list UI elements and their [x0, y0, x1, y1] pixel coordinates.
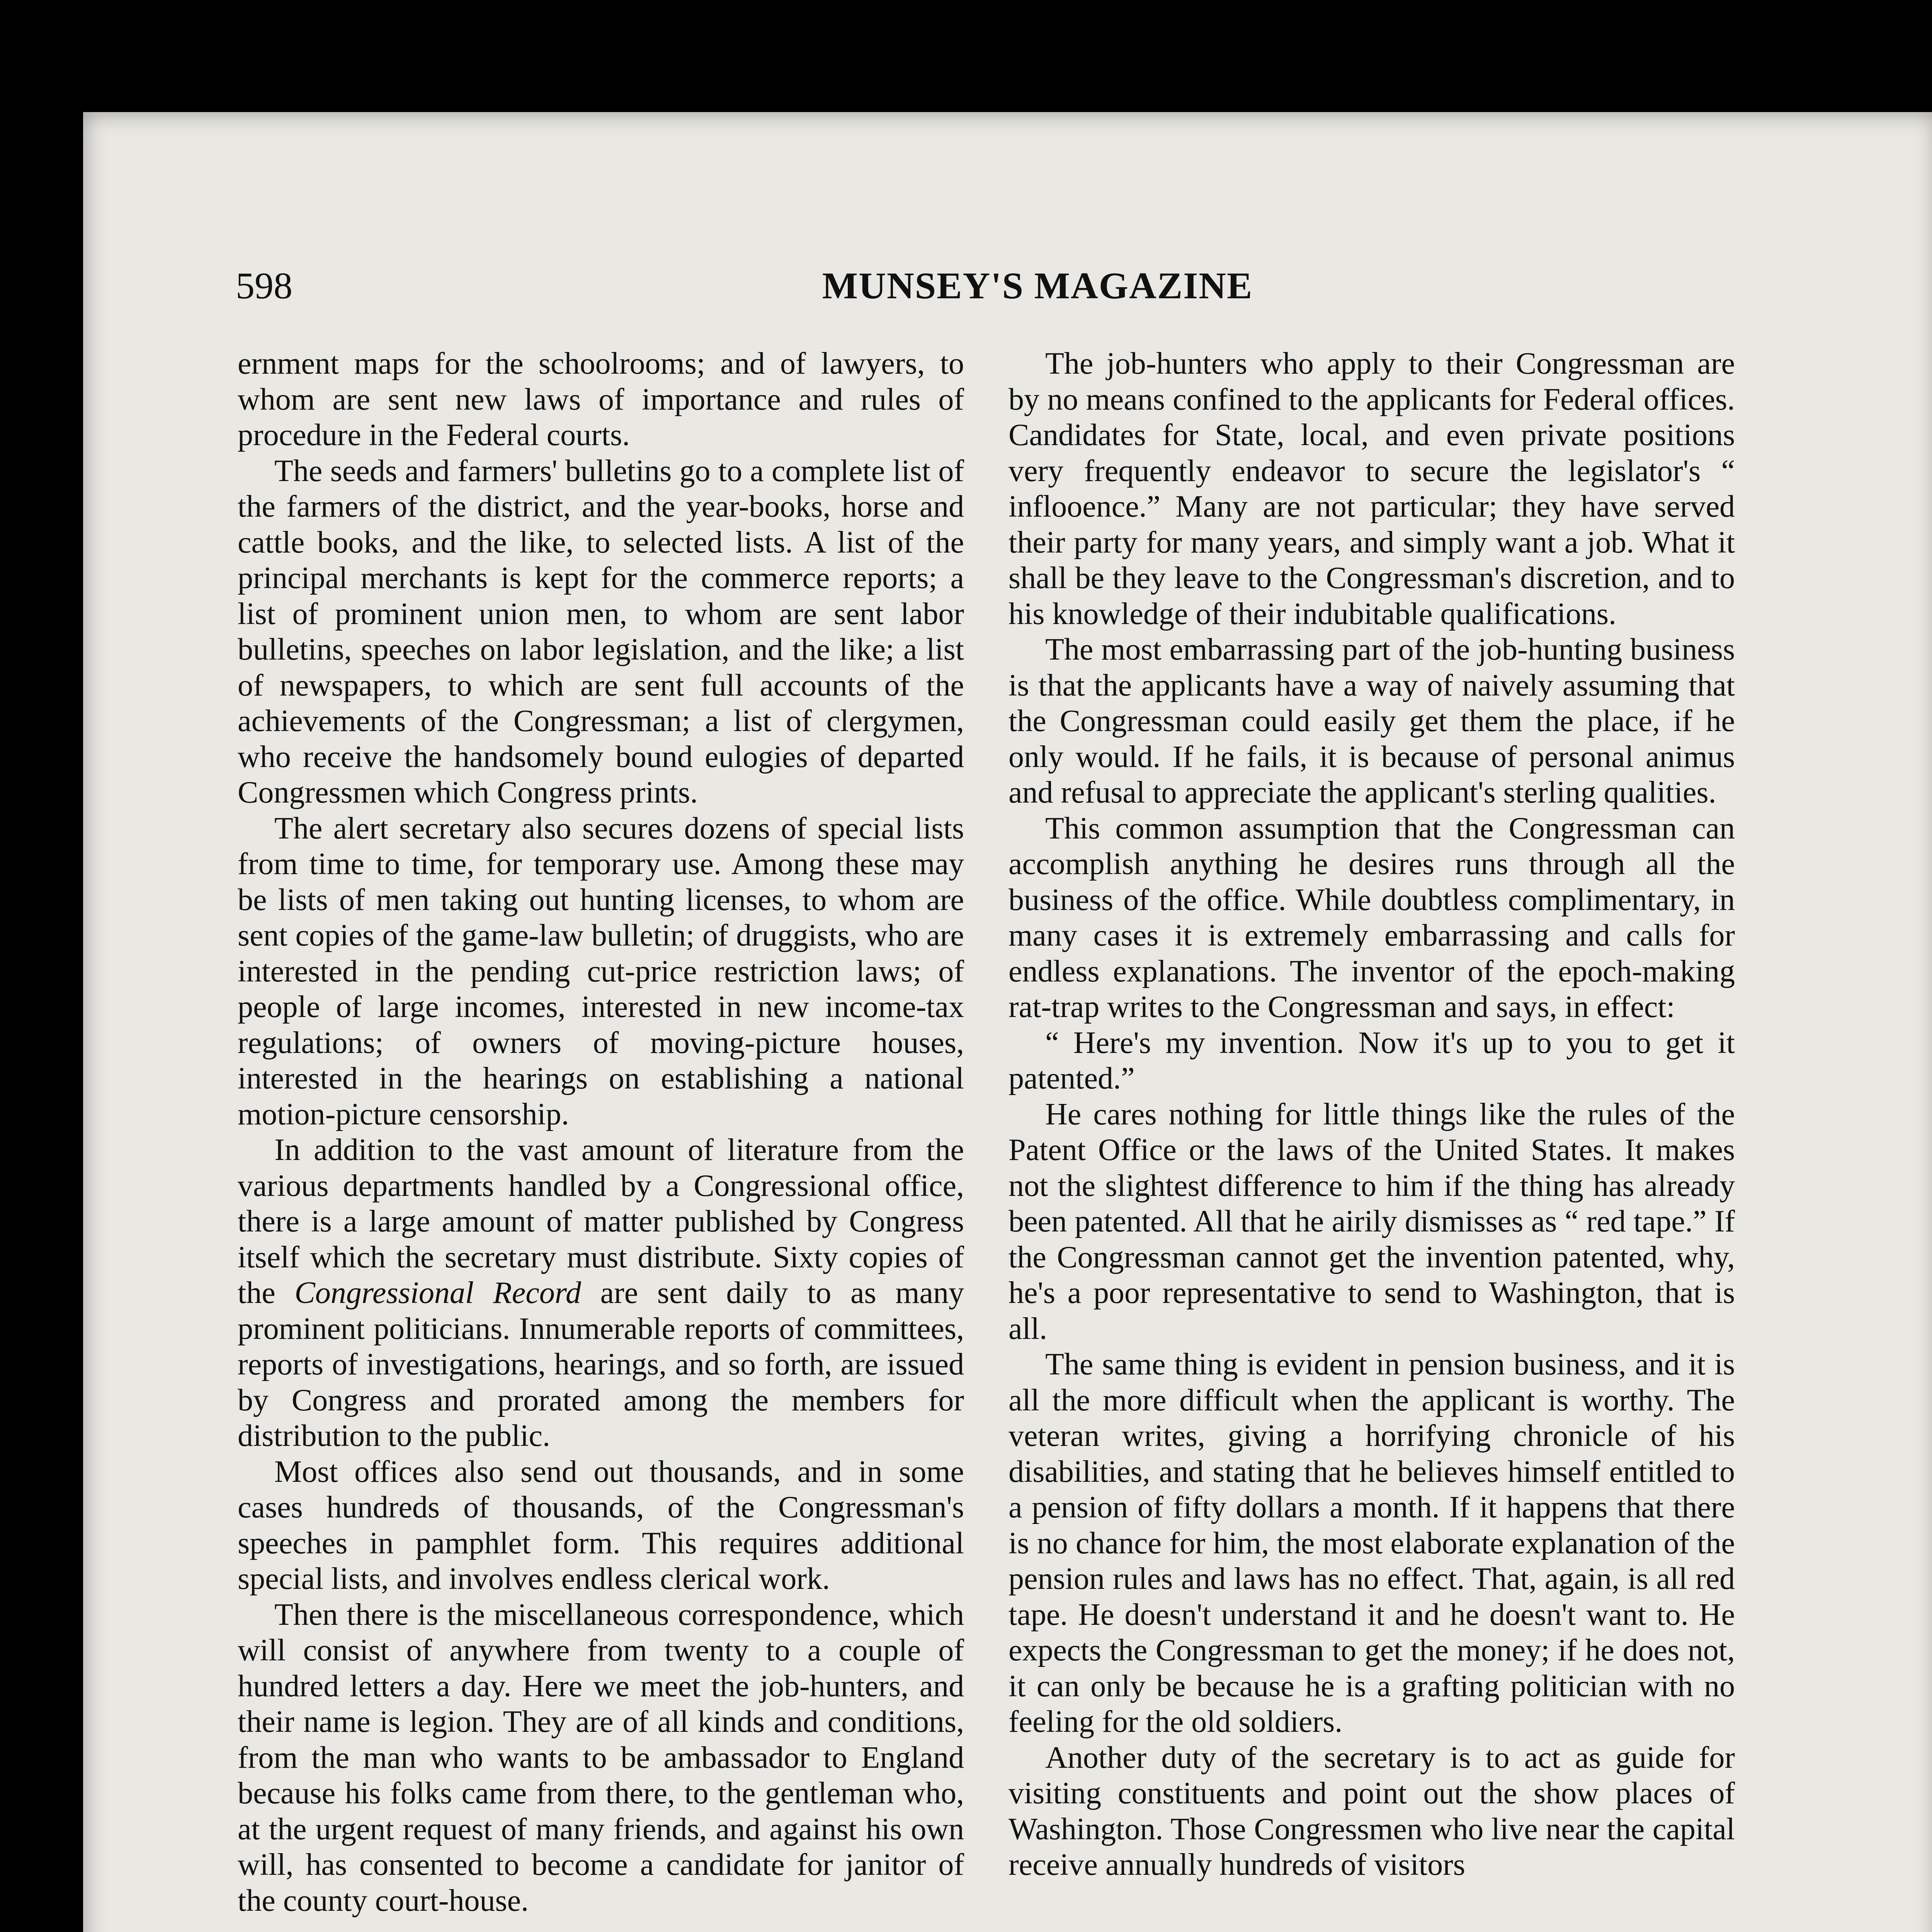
paragraph-text: In addition to the vast amount of literature from the various departments handled by a Congressional office, there is a large amount of matter published by Congress itself which the secretary must distribute. Sixty copies of the	[238, 1133, 964, 1310]
left-column	[238, 346, 964, 1918]
page-header	[236, 263, 1839, 309]
right-column	[1009, 346, 1735, 1883]
paragraph: “ Here's my invention. Now it's up to you to get it patented.”	[1009, 1026, 1735, 1095]
paragraph: Then there is the miscellaneous correspondence, which will consist of anywhere from twenty to a couple of hundred letters a day. Here we meet the job-hunters, and their name is legion. They are of all kinds and conditions, from the man who wants to be ambassador to England because his folks came from there, to the gentleman who, at the urgent request of many friends, and against his own will, has consented to become a candidate for janitor of the county court-house.	[238, 1597, 964, 1918]
page-number: 598	[236, 265, 293, 307]
publication-title: Congressional Record	[294, 1276, 581, 1310]
paragraph: The most embarrassing part of the job-hunting business is that the applicants have a way of naively assuming that the Congressman could easily get them the place, if he only would. If he fails, it is because of personal animus and refusal to appreciate the applicant's sterling qualities.	[1009, 633, 1735, 810]
paragraph	[238, 1132, 964, 1454]
paragraph-text: are sent daily to as many prominent politicians. Innumerable reports of committees, reports of investigations, hearings, and so forth, are issued by Congress and prorated among the members for distribution to the public.	[238, 1276, 964, 1453]
paragraph: Most offices also send out thousands, and in some cases hundreds of thousands, of the Congressman's speeches in pamphlet form. This requires additional special lists, and involves endless clerical work.	[238, 1454, 964, 1596]
paragraph: Another duty of the secretary is to act as guide for visiting constituents and point out the show places of Washington. Those Congressmen who live near the capital receive annually hundreds of visitors	[1009, 1740, 1735, 1882]
paragraph: The same thing is evident in pension business, and it is all the more difficult when the applicant is worthy. The veteran writes, giving a horrifying chronicle of his disabilities, and stating that he believes himself entitled to a pension of fifty dollars a month. If it happens that there is no chance for him, the most elaborate explanation of the pension rules and laws has no effect. That, again, is all red tape. He doesn't understand it and he doesn't want to. He expects the Congressman to get the money; if he does not, it can only be because he is a grafting politician with no feeling for the old soldiers.	[1009, 1347, 1735, 1739]
paragraph: The alert secretary also secures dozens of special lists from time to time, for temporary use. Among these may be lists of men taking out hunting licenses, to whom are sent copies of the game-law bulletin; of druggists, who are interested in the pending cut-price restriction laws; of people of large incomes, interested in new income-tax regulations; of owners of moving-picture houses, interested in the hearings on establishing a national motion-picture censorship.	[238, 811, 964, 1131]
running-head: MUNSEY'S MAGAZINE	[822, 265, 1253, 307]
paragraph: The job-hunters who apply to their Congressman are by no means confined to the applicants for Federal offices. Candidates for State, local, and even private positions very frequently endeavor to secure the legislator's “ inflooence.” Many are not particular; they have served their party for many years, and simply want a job. What it shall be they leave to the Congressman's discretion, and to his knowledge of their indubitable qualifications.	[1009, 347, 1735, 631]
paragraph: The seeds and farmers' bulletins go to a complete list of the farmers of the district, and the year-books, horse and cattle books, and the like, to selected lists. A list of the principal merchants is kept for the commerce reports; a list of prominent union men, to whom are sent labor bulletins, speeches on labor legislation, and the like; a list of newspapers, to which are sent full accounts of the achievements of the Congressman; a list of clergymen, who receive the handsomely bound eulogies of departed Congressmen which Congress prints.	[238, 454, 964, 810]
paragraph: ernment maps for the schoolrooms; and of lawyers, to whom are sent new laws of importance and rules of procedure in the Federal courts.	[238, 347, 964, 452]
paragraph: He cares nothing for little things like the rules of the Patent Office or the laws of the United States. It makes not the slightest difference to him if the thing has already been patented. All that he airily dismisses as “ red tape.” If the Congressman cannot get the invention patented, why, he's a poor representative to send to Washington, that is all.	[1009, 1097, 1735, 1346]
paragraph: This common assumption that the Congressman can accomplish anything he desires runs through all the business of the office. While doubtless complimentary, in many cases it is extremely embarrassing and calls for endless explanations. The inventor of the epoch-making rat-trap writes to the Congressman and says, in effect:	[1009, 811, 1735, 1024]
